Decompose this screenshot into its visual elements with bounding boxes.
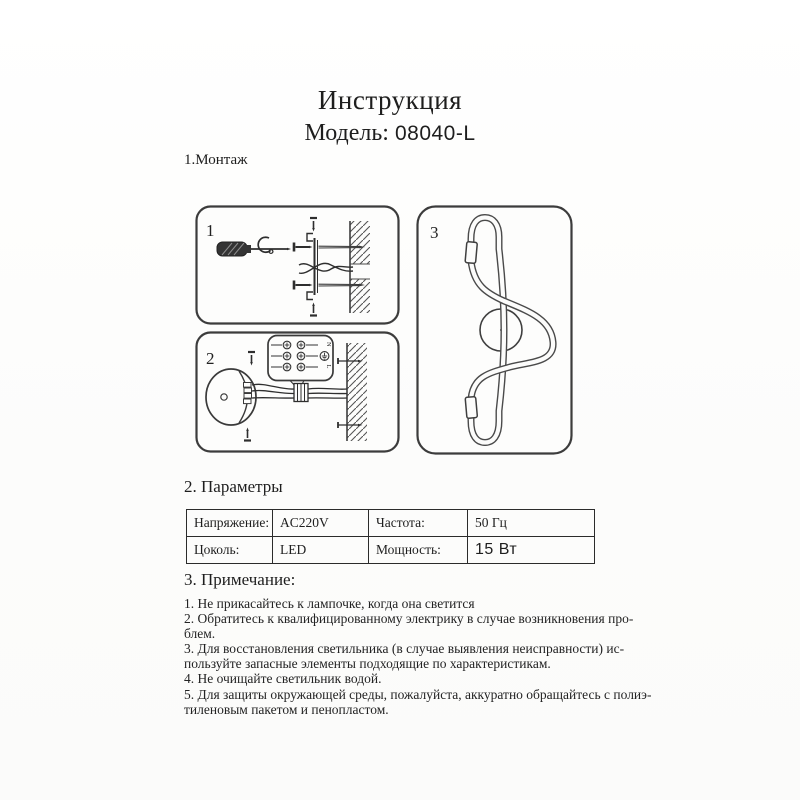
params-heading: 2. Параметры <box>184 477 283 496</box>
param-label: Частота: <box>369 510 468 537</box>
product-view-diagram <box>416 205 573 455</box>
step3-number: 3 <box>430 223 439 242</box>
page-title: Инструкция <box>317 85 463 115</box>
note-line: пользуйте запасные элементы подходящие по характеристикам. <box>184 656 551 672</box>
notes-heading: 3. Примечание: <box>184 570 296 589</box>
installation-step1-diagram <box>195 205 400 325</box>
param-value: LED <box>273 537 369 564</box>
note-line: тиленовым пакетом и пенопластом. <box>184 701 389 717</box>
note-line: 2. Обратитесь к квалифицированному электрику в случае возникновения про- <box>184 611 634 627</box>
note-line: блем. <box>184 626 216 642</box>
param-label: Мощность: <box>369 537 468 564</box>
terminal-label-l: L <box>325 364 332 369</box>
canopy-terminal-strip <box>244 383 252 404</box>
canopy-disc <box>206 369 256 425</box>
table-row <box>187 537 595 564</box>
montage-heading: 1.Монтаж <box>184 152 248 168</box>
tube-sleeve-bottom <box>465 397 477 419</box>
wire-connector <box>294 384 308 402</box>
model-label: Модель: <box>304 120 389 146</box>
notes-list <box>184 596 652 717</box>
param-label: Напряжение: <box>187 510 273 537</box>
note-line: 1. Не прикасайтесь к лампочке, когда она светится <box>184 596 475 611</box>
note-line: 5. Для защиты окружающей среды, пожалуйста, аккуратно обращайтесь с полиэ- <box>184 686 652 702</box>
param-label: Цоколь: <box>187 537 273 564</box>
table-row <box>187 510 595 537</box>
installation-step2-diagram <box>195 331 400 453</box>
model-line <box>100 118 680 149</box>
terminal-block-callout <box>268 336 333 390</box>
params-table <box>186 509 595 564</box>
step1-number: 1 <box>206 221 215 240</box>
note-line: 3. Для восстановления светильника (в случае выявления неисправности) ис- <box>184 641 625 657</box>
param-value: 15 Вт <box>468 537 595 564</box>
note-line: 4. Не очищайте светильник водой. <box>184 671 382 687</box>
param-value: AC220V <box>273 510 369 537</box>
terminal-label-n: N <box>325 342 332 347</box>
header <box>100 84 680 149</box>
step2-number: 2 <box>206 349 215 368</box>
tube-sleeve-top <box>465 242 477 264</box>
param-value: 50 Гц <box>468 510 595 537</box>
model-number: 08040-L <box>394 122 476 145</box>
